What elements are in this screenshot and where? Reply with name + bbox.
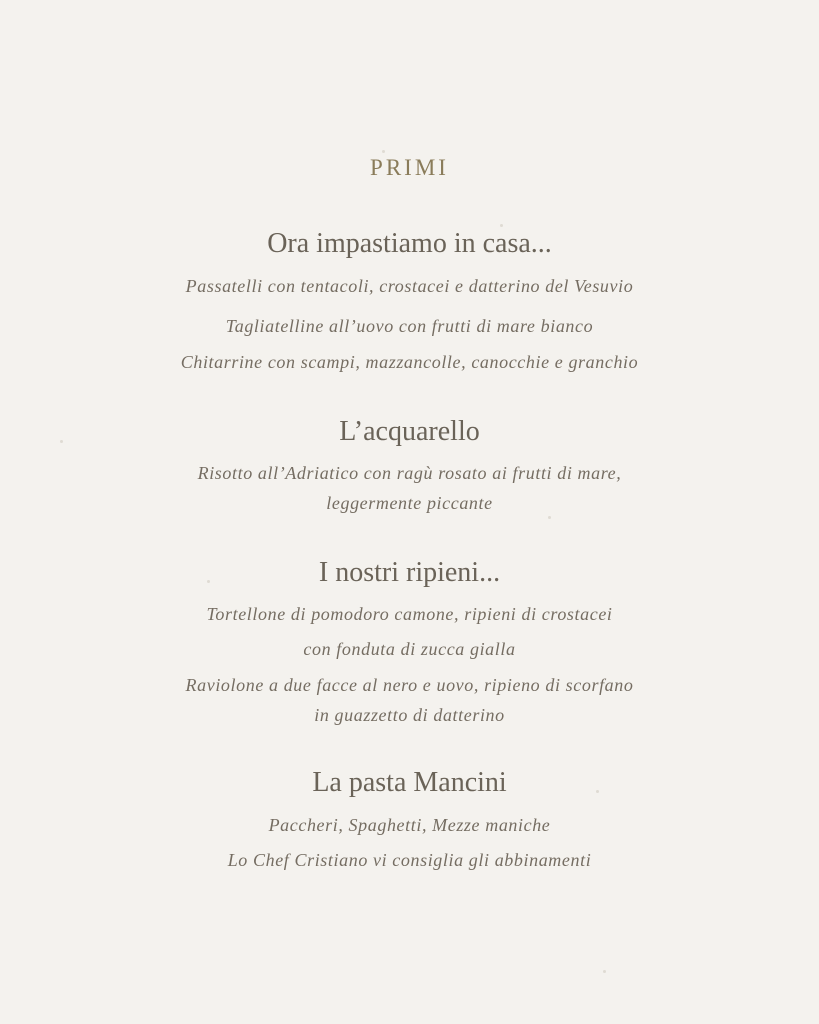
dish-line: Raviolone a due facce al nero e uovo, ripieno di scorfano: [185, 675, 634, 695]
dish-line: Tagliatelline all’uovo con frutti di mare bianco: [225, 316, 594, 336]
dish-line: Tortellone di pomodoro camone, ripieni di crostacei: [206, 604, 613, 624]
paper-speck: [382, 150, 385, 153]
dish-line: Chitarrine con scampi, mazzancolle, canocchie e granchio: [180, 352, 639, 372]
dish-line: Risotto all’Adriatico con ragù rosato ai frutti di mare,: [197, 463, 622, 483]
dish-line: leggermente piccante: [326, 493, 493, 513]
menu-category-title: PRIMI: [370, 155, 449, 180]
section-heading-pasta-fresca: Ora impastiamo in casa...: [267, 228, 552, 259]
paper-speck: [603, 970, 606, 973]
dish-line: Paccheri, Spaghetti, Mezze maniche: [268, 815, 551, 835]
paper-speck: [548, 516, 551, 519]
section-heading-ripieni: I nostri ripieni...: [318, 557, 501, 588]
dish-line: con fonduta di zucca gialla: [303, 639, 516, 659]
dish-line: Lo Chef Cristiano vi consiglia gli abbinamenti: [227, 850, 592, 870]
dish-line: in guazzetto di datterino: [314, 705, 505, 725]
section-heading-pasta-mancini: La pasta Mancini: [312, 767, 507, 798]
dish-line: Passatelli con tentacoli, crostacei e datterino del Vesuvio: [185, 276, 634, 296]
section-heading-acquarello: L’acquarello: [339, 416, 480, 447]
paper-speck: [500, 224, 503, 227]
